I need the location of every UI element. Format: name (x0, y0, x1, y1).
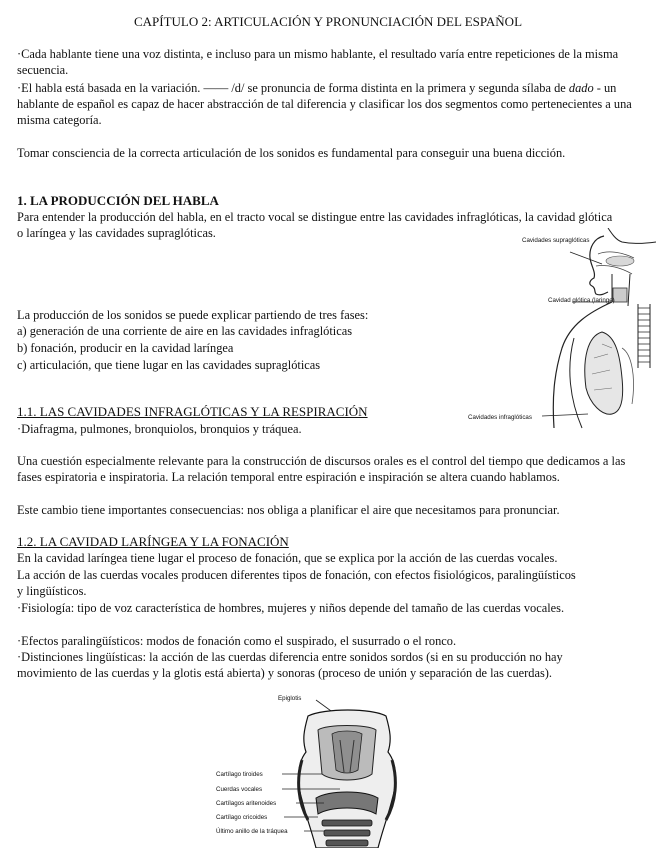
section-1-paragraph: Para entender la producción del habla, en el tracto vocal se distingue entre las cavidades infraglóticas, la cavidad glótica o laríngea y las cavidades supraglóticas. (17, 210, 613, 240)
intro-paragraph-2 (17, 80, 637, 128)
intro-p2-a: ·El habla está basada en la variación. —— /d/ se pronuncia de forma distinta en la primera y segunda sílaba de (17, 81, 569, 95)
section-1-2-paragraph-2: La acción de las cuerdas vocales producen diferentes tipos de fonación, con efectos fisiológicos, paralingüísticos y lingüísticos. (17, 568, 576, 598)
section-1-1-paragraph-2: Este cambio tiene importantes consecuencias: nos obliga a planificar el aire que necesitamos para pronunciar. (17, 503, 560, 517)
intro-p2-b: - un hablante de español es capaz de hacer abstracción de tal diferencia y clasificar los dos segmentos como pertenecientes a una misma categoría. (17, 81, 632, 127)
intro-p2-italic: dado (568, 81, 594, 95)
section-1-2-heading: 1.2. LA CAVIDAD LARÍNGEA Y LA FONACIÓN (17, 534, 289, 549)
section-1-2-bullet-3: ·Distinciones lingüísticas: la acción de las cuerdas diferencia entre sonidos sordos (si en su producción no hay movimiento de las cuerdas y la glotis está abierta) y sonoras (proceso de unión y separación de las cuerdas). (17, 650, 563, 680)
section-1-1-list: ·Diafragma, pulmones, bronquiolos, bronquios y tráquea. (17, 422, 302, 436)
intro-paragraph-1: ·Cada hablante tiene una voz distinta, e incluso para un mismo hablante, el resultado varía entre repeticiones de la misma secuencia. (17, 47, 619, 77)
label-arytenoid: Cartílagos aritenoides (216, 800, 277, 807)
section-1-2-paragraph-1: En la cavidad laríngea tiene lugar el proceso de fonación, que se explica por la acción de las cuerdas vocales. (17, 551, 558, 565)
label-thyroid: Cartílago tiroides (216, 771, 263, 778)
phase-a: a) generación de una corriente de aire en las cavidades infraglóticas (17, 324, 353, 338)
label-trachea-ring: Último anillo de la tráquea (216, 828, 288, 835)
section-1-2-bullet-1: ·Fisiología: tipo de voz característica de hombres, mujeres y niños depende del tamaño de las cuerdas vocales. (17, 601, 565, 615)
phases-intro: La producción de los sonidos se puede explicar partiendo de tres fases: (17, 308, 369, 322)
phase-c: c) articulación, que tiene lugar en las cavidades supraglóticas (17, 358, 321, 372)
label-glottic: Cavidad glótica (laringe) (548, 297, 615, 304)
label-vocal-cords: Cuerdas vocales (216, 786, 263, 793)
label-supraglottic: Cavidades supraglóticas (522, 237, 590, 244)
label-infraglottic: Cavidades infraglóticas (468, 414, 532, 421)
vocal-tract-figure (462, 228, 656, 440)
section-1-1-paragraph-1: Una cuestión especialmente relevante para la construcción de discursos orales es el control del tiempo que dedicamos a las fases espiratoria e inspiratoria. La relación temporal entre espiración e inspiración se altera cuando hablamos. (17, 454, 626, 484)
larynx-figure (212, 690, 412, 848)
phase-b: b) fonación, producir en la cavidad laríngea (17, 341, 234, 355)
section-1-2-bullet-2: ·Efectos paralingüísticos: modos de fonación como el suspirado, el susurrado o el ronco. (17, 634, 457, 648)
section-1-heading: 1. LA PRODUCCIÓN DEL HABLA (17, 193, 219, 208)
section-1-1-heading: 1.1. LAS CAVIDADES INFRAGLÓTICAS Y LA RESPIRACIÓN (17, 404, 368, 419)
intro-paragraph-3: Tomar consciencia de la correcta articulación de los sonidos es fundamental para conseguir una buena dicción. (17, 146, 566, 160)
label-epiglottis: Epiglotis (278, 695, 302, 702)
label-cricoid: Cartílago cricoides (216, 814, 268, 821)
chapter-title: CAPÍTULO 2: ARTICULACIÓN Y PRONUNCIACIÓN DEL ESPAÑOL (133, 14, 523, 29)
